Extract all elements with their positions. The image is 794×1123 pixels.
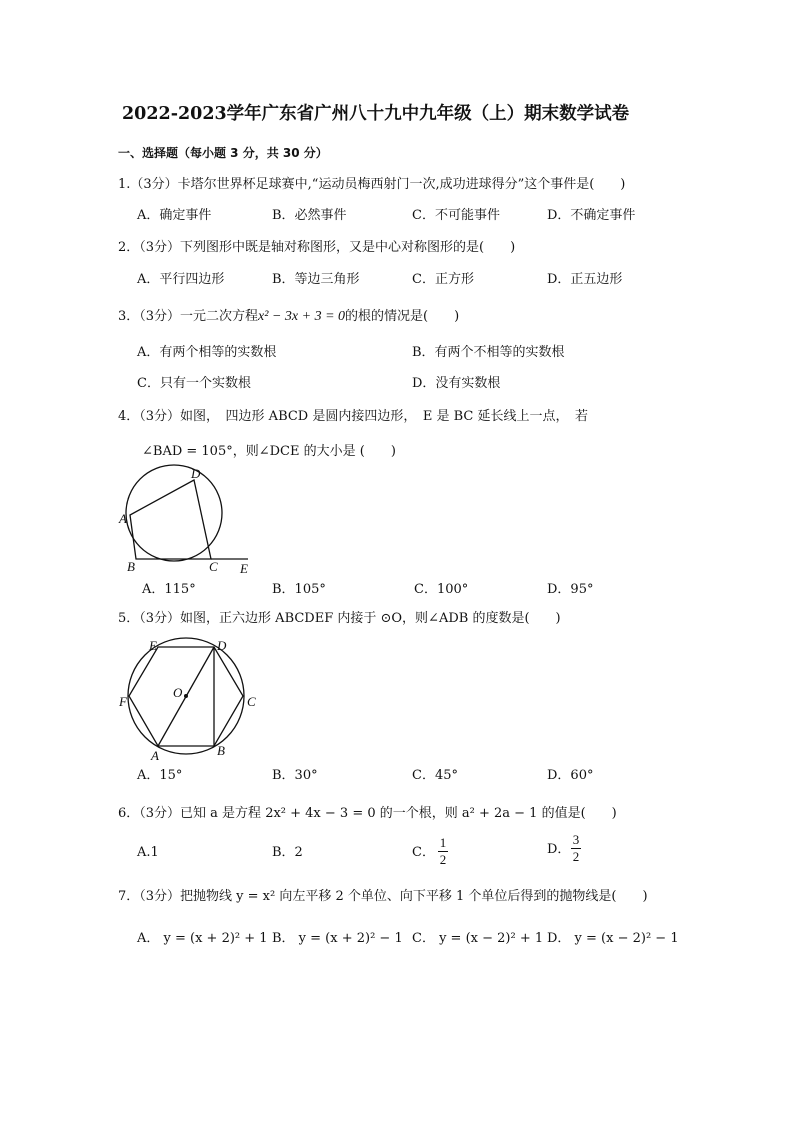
q2-option-a: A．平行四边形 [137,272,225,287]
q3-stem [118,309,459,325]
q4-option-c: C．100° [414,582,469,597]
q1-stem: 1.（3分）卡塔尔世界杯足球赛中,“运动员梅西射门一次,成功进球得分”这个事件是( ) [118,177,626,192]
q4-label-a: A [119,511,127,526]
q7-option-a: A． y = (x + 2)² + 1 [137,931,268,946]
q6-option-b: B．2 [272,845,303,860]
q1-option-a: A．确定事件 [137,208,212,223]
q3-option-c: C．只有一个实数根 [137,376,251,391]
q5-option-c: C．45° [412,768,458,783]
q4-label-c: C [209,559,218,574]
q6-option-c-numerator: 1 [439,835,447,850]
q6-stem: 6．（3分）已知 a 是方程 2x² + 4x − 3 = 0 的一个根，则 a² + 2a − 1 的值是( ) [118,806,617,821]
q4-circle [126,465,222,561]
q5-label-d: D [217,638,227,653]
q5-label-b: B [217,743,225,758]
q4-option-b: B．105° [272,582,326,597]
q7-option-d: D． y = (x − 2)² − 1 [547,931,679,946]
q3-equation: x² − 3x + 3 = 0 [258,309,346,324]
q1-option-c: C．不可能事件 [412,208,500,223]
q5-figure [115,634,265,764]
q6-option-c-denominator: 2 [439,852,447,867]
q5-label-e: E [149,638,157,653]
q5-option-a: A．15° [137,768,183,783]
q3-stem-suffix: 的根的情况是( ) [345,309,460,324]
q4-figure [115,467,265,579]
q7-stem: 7．（3分）把抛物线 y = x² 向左平移 2 个单位、向下平移 1 个单位后得到的抛物线是( ) [118,889,648,904]
q4-label-b: B [127,559,135,574]
q5-option-b: B．30° [272,768,318,783]
q2-option-c: C．正方形 [412,272,474,287]
q7-option-c: C． y = (x − 2)² + 1 [412,931,544,946]
page-title: 2022-2023学年广东省广州八十九中九年级（上）期末数学试卷 [122,104,630,124]
q3-option-b: B．有两个不相等的实数根 [412,345,565,360]
q6-option-d-numerator: 3 [572,832,580,847]
q6-option-a: A.1 [137,845,159,860]
q4-label-d: D [191,466,201,481]
q2-stem: 2．（3分）下列图形中既是轴对称图形，又是中心对称图形的是( ) [118,240,516,255]
q4-stem-line1: 4．（3分）如图， 四边形 ABCD 是圆内接四边形， E 是 BC 延长线上一点， 若 [118,409,588,424]
q5-center-dot [184,694,188,698]
q2-option-d: D．正五边形 [547,272,623,287]
q5-stem: 5．（3分）如图，正六边形 ABCDEF 内接于 ⊙O，则∠ADB 的度数是( ) [118,611,561,626]
q6-option-d-denominator: 2 [572,849,580,864]
q5-option-d: D．60° [547,768,594,783]
q5-label-o: O [173,685,183,700]
q4-option-a: A．115° [142,582,196,597]
q3-stem-prefix: 3．（3分）一元二次方程 [118,309,259,324]
q2-option-b: B．等边三角形 [272,272,360,287]
q6-option-d-fraction [571,833,581,864]
q4-quadrilateral [130,480,211,559]
q5-label-c: C [247,694,256,709]
q6-option-c: C． [412,845,435,860]
q5-label-f: F [119,694,127,709]
q4-label-e: E [240,561,248,576]
q7-option-b: B． y = (x + 2)² − 1 [272,931,403,946]
q5-label-a: A [151,748,159,763]
q3-option-d: D．没有实数根 [412,376,501,391]
section-heading: 一、选择题（每小题 3 分，共 30 分） [118,146,328,160]
q1-option-b: B．必然事件 [272,208,347,223]
q4-option-d: D．95° [547,582,594,597]
q3-option-a: A．有两个相等的实数根 [137,345,277,360]
q1-option-d: D．不确定事件 [547,208,636,223]
q6-option-d: D． [547,842,571,857]
q6-option-c-fraction [438,836,448,867]
q4-stem-line2: ∠BAD = 105°，则∠DCE 的大小是 ( ) [142,444,396,459]
